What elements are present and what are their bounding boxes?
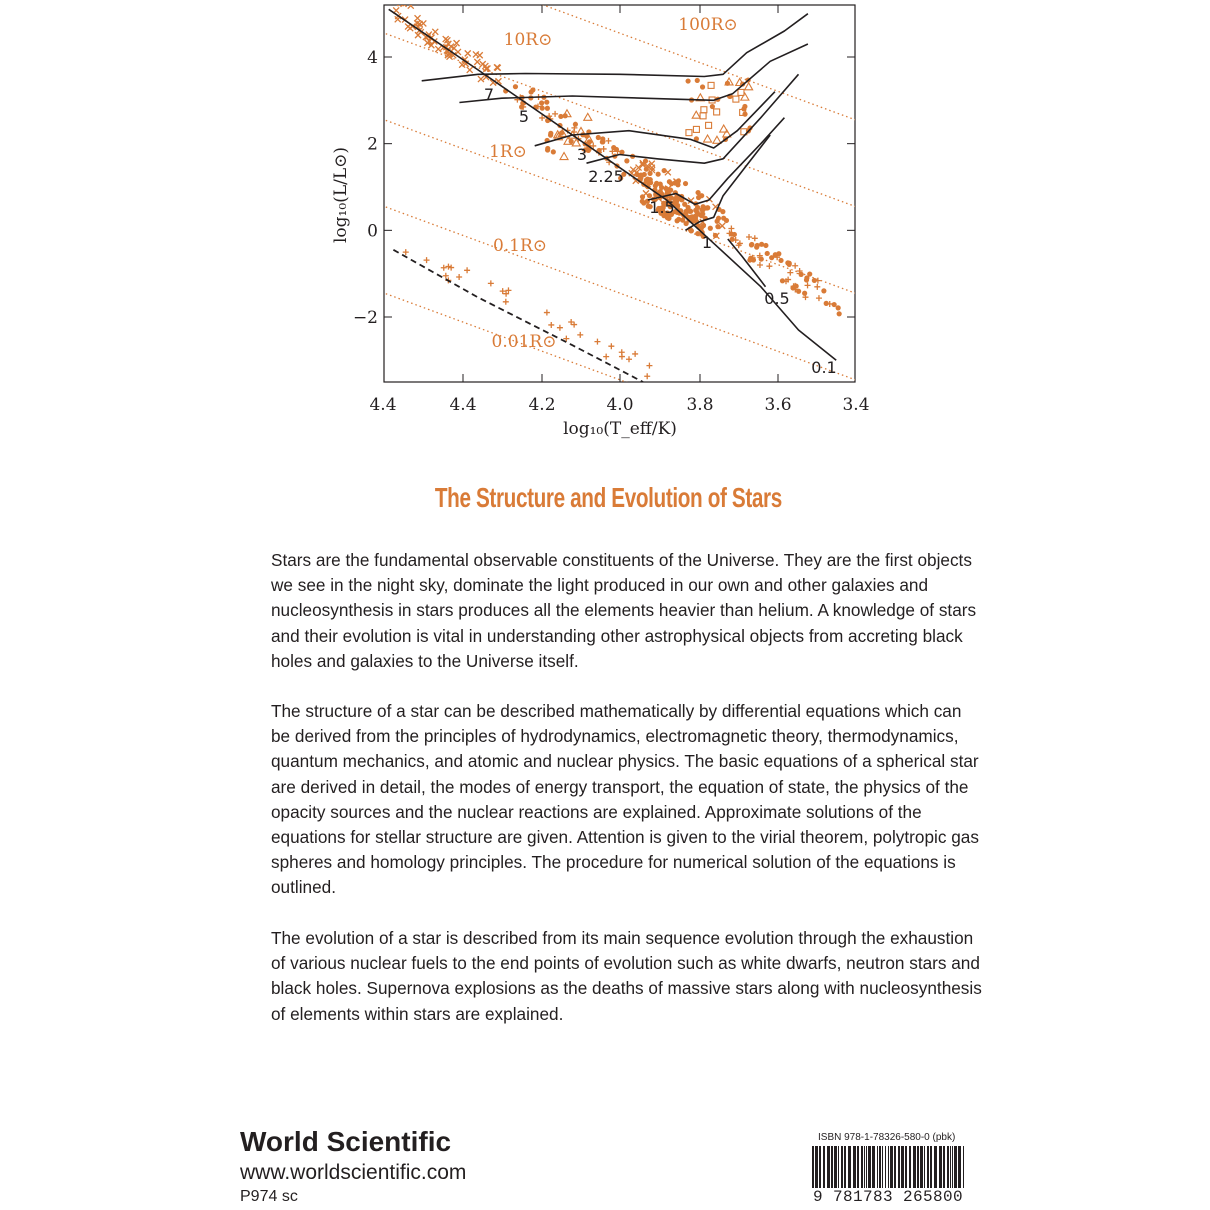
star-point [644, 373, 650, 379]
star-point [545, 147, 550, 152]
axis-ticks [353, 5, 870, 415]
mass-label: 0.1 [811, 358, 837, 377]
star-point [706, 122, 712, 128]
star-point [643, 158, 648, 163]
star-point [600, 139, 605, 144]
x-tick-label: 4.2 [528, 395, 556, 415]
star-point [684, 221, 689, 226]
star-point [686, 78, 691, 83]
star-point [608, 343, 614, 349]
star-point [441, 265, 447, 271]
star-point [780, 278, 785, 283]
star-point [812, 278, 817, 283]
mass-label: 7 [483, 85, 495, 104]
star-point [488, 280, 494, 286]
star-point [424, 257, 430, 263]
radius-label: 100R⊙ [678, 15, 738, 35]
star-point [632, 351, 638, 357]
x-tick-label: 3.4 [842, 395, 870, 415]
star-point [676, 217, 681, 222]
star-point [773, 252, 778, 257]
star-point [746, 234, 752, 240]
star-point [832, 302, 837, 307]
star-point [400, 0, 406, 5]
star-point [474, 59, 480, 65]
star-point [696, 195, 701, 200]
star-point [464, 267, 470, 273]
y-axis-label: log₁₀(L/L⊙) [331, 147, 351, 243]
hr-diagram [0, 0, 1210, 470]
publisher-url: www.worldscientific.com [240, 1161, 467, 1184]
star-point [611, 145, 616, 150]
star-point [836, 305, 841, 310]
book-title: The Structure and Evolution of Stars [434, 482, 782, 513]
star-point [639, 174, 644, 179]
star-point [596, 135, 601, 140]
star-point [700, 84, 705, 89]
star-point [710, 104, 715, 109]
star-point [653, 183, 658, 188]
star-point [686, 208, 691, 213]
blurb-paragraph: Stars are the fundamental observable constituents of the Universe. They are the first objects we see in the night sky, dominate the light produced in our own and other galaxies and nucleosynthesis in stars produces all the elements heavier than helium. A knowledge of stars and their evolution is vital in understanding other astrophysical objects from accreting black holes and galaxies to the Universe itself. [271, 550, 977, 671]
star-point [529, 89, 534, 94]
star-point [821, 288, 826, 293]
star-point [667, 179, 672, 184]
star-point [741, 93, 749, 100]
blurb-paragraph: The evolution of a star is described from its main sequence evolution through the exhaustion of various nuclear fuels to the end points of evolution such as white dwarfs, neutron stars and black holes. Supernova explosions as the deaths of massive stars along with nucleosynthesis of elements within stars are explained. [271, 928, 982, 1024]
star-point [658, 181, 663, 186]
star-point [742, 112, 747, 117]
star-point [640, 194, 645, 199]
radius-label: 0.01R⊙ [491, 332, 557, 352]
y-tick-label: 0 [367, 221, 378, 242]
radius-label: 1R⊙ [489, 142, 527, 162]
x-tick-label: 4.4 [369, 395, 397, 415]
star-point [814, 284, 820, 290]
star-point [742, 104, 747, 109]
star-point [700, 113, 706, 119]
publisher-name: World Scientific [240, 1126, 452, 1157]
star-point [544, 100, 549, 105]
star-point [837, 311, 842, 316]
star-point [715, 219, 720, 224]
star-point [435, 46, 441, 52]
star-point [796, 289, 801, 294]
star-point [603, 354, 609, 360]
star-point [692, 111, 700, 118]
star-point [724, 218, 729, 223]
catalog-code: P974 sc [240, 1188, 298, 1205]
x-tick-label: 3.8 [686, 395, 714, 415]
star-point [456, 274, 462, 280]
star-point [763, 243, 768, 248]
star-point [704, 135, 712, 142]
star-point [720, 125, 728, 132]
star-point [738, 89, 744, 95]
x-tick-label: 3.6 [764, 395, 792, 415]
star-point [557, 325, 563, 331]
star-point [467, 67, 473, 73]
star-point [494, 64, 500, 70]
star-point [699, 213, 704, 218]
star-point [732, 232, 737, 237]
star-point [624, 158, 629, 163]
star-point [733, 96, 739, 102]
star-point [545, 106, 550, 111]
star-point [824, 301, 829, 306]
star-point [757, 262, 763, 268]
star-point [646, 363, 652, 369]
star-point [745, 83, 753, 90]
star-point [699, 207, 704, 212]
star-point [693, 213, 698, 218]
star-point [513, 84, 518, 89]
mass-label: 0.5 [764, 289, 790, 308]
mass-label: 5 [518, 107, 530, 126]
radius-label: 0.1R⊙ [492, 236, 548, 256]
star-point [548, 131, 553, 136]
star-point [539, 100, 544, 105]
star-point [747, 257, 752, 262]
star-point [792, 263, 798, 269]
star-point [701, 107, 707, 113]
star-point [560, 153, 568, 160]
mass-label: 3 [576, 145, 588, 164]
star-point [415, 32, 421, 38]
x-tick-label: 4.0 [606, 395, 634, 415]
star-point [720, 209, 725, 214]
star-point [708, 226, 713, 231]
star-point [754, 245, 759, 250]
star-point [551, 149, 556, 154]
star-point [695, 231, 700, 236]
star-point [708, 82, 714, 88]
plot-frame [384, 5, 855, 382]
star-point [577, 332, 583, 338]
evolution-tracks [389, 9, 837, 382]
star-point [640, 199, 645, 204]
star-point [658, 189, 663, 194]
star-point [714, 109, 720, 115]
star-point [544, 310, 550, 316]
star-point [473, 51, 479, 57]
star-point [432, 29, 438, 35]
star-point [552, 111, 558, 117]
star-point [503, 299, 509, 305]
star-point [785, 260, 790, 265]
isbn-text: ISBN 978-1-78326-580-0 (pbk) [818, 1132, 956, 1143]
radius-line [360, 198, 878, 389]
star-point [573, 122, 578, 127]
star-point [816, 295, 822, 301]
star-point [765, 251, 770, 256]
star-point [584, 113, 592, 120]
radius-label: 10R⊙ [503, 30, 553, 50]
star-point [664, 187, 669, 192]
star-point [626, 356, 632, 362]
star-point [478, 76, 484, 82]
star-point [682, 202, 687, 207]
star-point [465, 50, 471, 56]
star-point [408, 3, 414, 9]
star-point [805, 282, 811, 288]
radius-line [360, 24, 878, 215]
star-point [807, 271, 812, 276]
star-point [766, 263, 772, 269]
star-point [403, 249, 409, 255]
white-dwarf-line [393, 250, 643, 382]
star-point [695, 78, 700, 83]
star-point [695, 190, 700, 195]
y-tick-label: 4 [367, 48, 378, 68]
mass-label: 2.25 [588, 167, 624, 186]
mass-label: 1 [701, 233, 713, 252]
star-point [647, 179, 652, 184]
mass-label: 1.5 [649, 198, 675, 217]
star-point [778, 258, 783, 263]
star-point [749, 242, 754, 247]
star-point [605, 138, 611, 144]
star-point [802, 291, 807, 296]
star-point [799, 272, 804, 277]
star-point [693, 126, 699, 132]
star-point [391, 0, 397, 1]
y-tick-label: −2 [352, 308, 378, 328]
y-tick-label: 2 [367, 134, 378, 155]
star-point [619, 354, 625, 360]
x-axis-label: log₁₀(T_eff/K) [563, 419, 677, 439]
star-point [713, 136, 721, 143]
star-point [656, 172, 661, 177]
x-tick-label: 4.4 [449, 395, 477, 415]
barcode-digits: 9 781783 265800 [808, 1188, 968, 1206]
star-point [752, 235, 758, 241]
star-point [686, 130, 692, 136]
blurb-paragraph: The structure of a star can be described mathematically by differential equations which can be derived from the principles of hydrodynamics, electromagnetic theory, thermodynamics, quantum mechanics, and atomic and nuclear physics. The basic equations of a spherical star are derived in detail, the modes of energy transport, the equation of state, the physics of the opacity sources and the nuclear reactions are explained. Approximate solutions of the equations for stellar structure are given. Attention is given to the virial theorem, polytropic gas spheres and homology principles. The procedure for numerical solution of the equations is outlined. [271, 701, 979, 898]
star-point [594, 339, 600, 345]
star-point [548, 322, 554, 328]
star-point [683, 181, 688, 186]
